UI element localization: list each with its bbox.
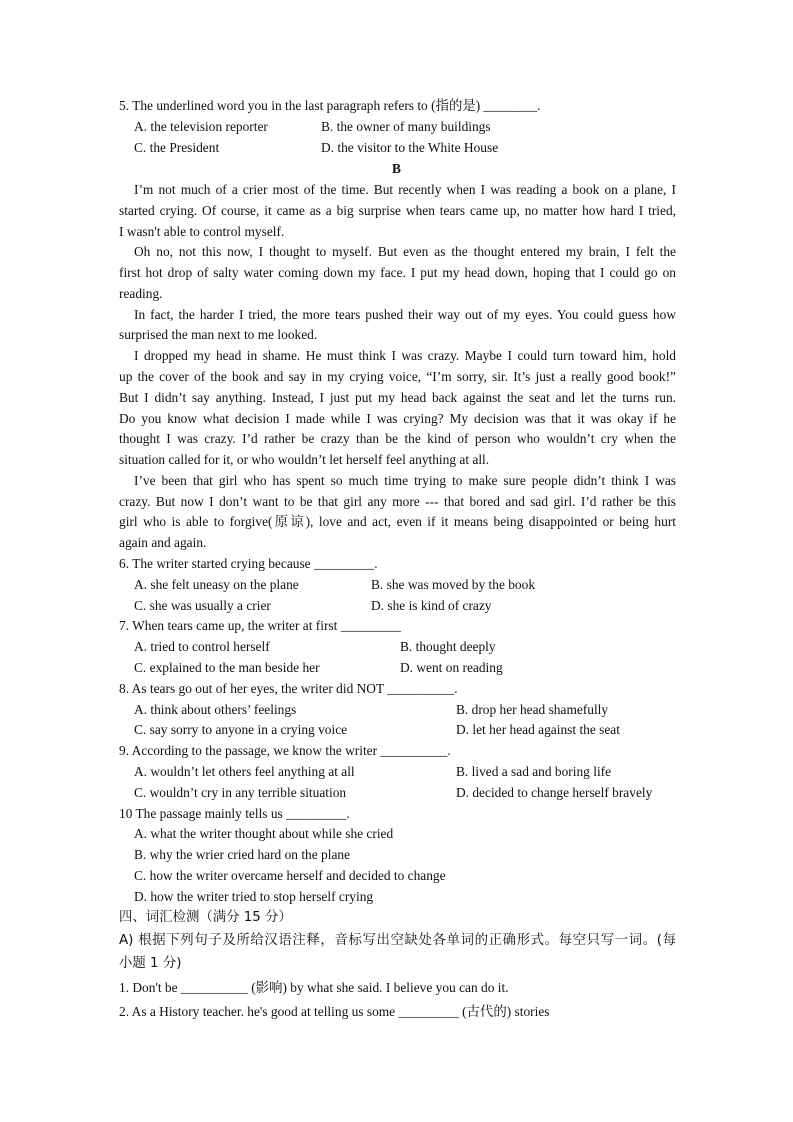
- passage-line: I wasn't able to control myself.: [119, 224, 285, 239]
- q8-stem: 8. As tears go out of her eyes, the writer did NOT __________.: [119, 681, 458, 696]
- q7-stem: 7. When tears came up, the writer at first _________: [119, 618, 401, 633]
- passage-line: up the cover of the book and say in my crying voice, “I’m sorry, sir. It’s just a really good book!”: [119, 369, 676, 384]
- q9-option-b: B. lived a sad and boring life: [456, 764, 612, 779]
- q6-option-d: D. she is kind of crazy: [371, 598, 492, 613]
- q6-stem: 6. The writer started crying because _________.: [119, 556, 378, 571]
- q7-option-a: A. tried to control herself: [134, 639, 270, 654]
- q10-option-a: A. what the writer thought about while she cried: [134, 826, 394, 841]
- passage-line: crazy. But now I don’t want to be that girl any more --- that bored and sad girl. I’d rather be this: [119, 494, 676, 509]
- section-b-heading: B: [392, 161, 401, 176]
- q10-stem: 10 The passage mainly tells us _________.: [119, 806, 350, 821]
- q6-option-a: A. she felt uneasy on the plane: [134, 577, 299, 592]
- q8-option-a: A. think about others’ feelings: [134, 702, 297, 717]
- passage-line: Do you know what decision I made while I was crying? My decision was that it was okay if he: [119, 411, 676, 426]
- passage-line: thought I was crazy. I’d rather be crazy than be the kind of person who wouldn’t cry when the: [119, 431, 676, 446]
- q9-option-a: A. wouldn’t let others feel anything at all: [134, 764, 355, 779]
- passage-line: I’ve been that girl who has spent so much time trying to make sure people didn’t think I was: [134, 473, 676, 488]
- passage-line: In fact, the harder I tried, the more tears pushed their way out of my eyes. You could guess how: [134, 307, 676, 322]
- q5-option-d: D. the visitor to the White House: [321, 140, 499, 155]
- q10-option-c: C. how the writer overcame herself and decided to change: [134, 868, 446, 883]
- q9-option-d: D. decided to change herself bravely: [456, 785, 653, 800]
- passage-line: I dropped my head in shame. He must think I was crazy. Maybe I could turn toward him, hold: [134, 348, 676, 363]
- q9-option-c: C. wouldn’t cry in any terrible situation: [134, 785, 347, 800]
- q7-option-c: C. explained to the man beside her: [134, 660, 320, 675]
- q8-option-c: C. say sorry to anyone in a crying voice: [134, 722, 348, 737]
- q7-option-d: D. went on reading: [400, 660, 503, 675]
- q8-option-d: D. let her head against the seat: [456, 722, 620, 737]
- passage-line: first hot drop of salty water coming down my face. I put my head down, hoping that I could go on: [119, 265, 676, 280]
- q5-option-c: C. the President: [134, 140, 220, 155]
- q10-option-d: D. how the writer tried to stop herself crying: [134, 889, 374, 904]
- q10-option-b: B. why the wrier cried hard on the plane: [134, 847, 351, 862]
- part4-instructions: A) 根据下列句子及所给汉语注释，音标写出空缺处各单词的正确形式。每空只写一词。(每: [119, 933, 676, 948]
- passage-line: surprised the man next to me looked.: [119, 327, 318, 342]
- q8-option-b: B. drop her head shamefully: [456, 702, 609, 717]
- passage-line: reading.: [119, 286, 163, 301]
- passage-line: Oh no, not this now, I thought to myself. But even as the thought entered my brain, I felt the: [134, 244, 676, 259]
- passage-line: situation called for it, or who wouldn’t let herself feel anything at all.: [119, 452, 490, 467]
- passage-line: girl who is able to forgive(原谅), love and act, even if it means being disappointed or being hurt: [119, 514, 676, 529]
- part4-heading: 四、词汇检测（满分 15 分）: [119, 910, 292, 925]
- q6-option-c: C. she was usually a crier: [134, 598, 271, 613]
- q5-option-a: A. the television reporter: [134, 119, 268, 134]
- q9-stem: 9. According to the passage, we know the writer __________.: [119, 743, 451, 758]
- q7-option-b: B. thought deeply: [400, 639, 496, 654]
- part4-instructions-cont: 小题 1 分): [119, 956, 182, 971]
- q5-option-b: B. the owner of many buildings: [321, 119, 491, 134]
- passage-line: But I didn’t say anything. Instead, I just put my head back against the seat and let the turns run.: [119, 390, 676, 405]
- q6-option-b: B. she was moved by the book: [371, 577, 536, 592]
- vocab-item-2: 2. As a History teacher. he's good at telling us some _________ (古代的) stories: [119, 1004, 550, 1019]
- vocab-item-1: 1. Don't be __________ (影响) by what she said. I believe you can do it.: [119, 980, 509, 995]
- passage-line: again and again.: [119, 535, 207, 550]
- passage-line: started crying. Of course, it came as a big surprise when tears came up, no matter how hard I tried,: [119, 203, 676, 218]
- passage-line: I’m not much of a crier most of the time. But recently when I was reading a book on a plane, I: [134, 182, 676, 197]
- q5-stem: 5. The underlined word you in the last paragraph refers to (指的是) ________.: [119, 98, 541, 113]
